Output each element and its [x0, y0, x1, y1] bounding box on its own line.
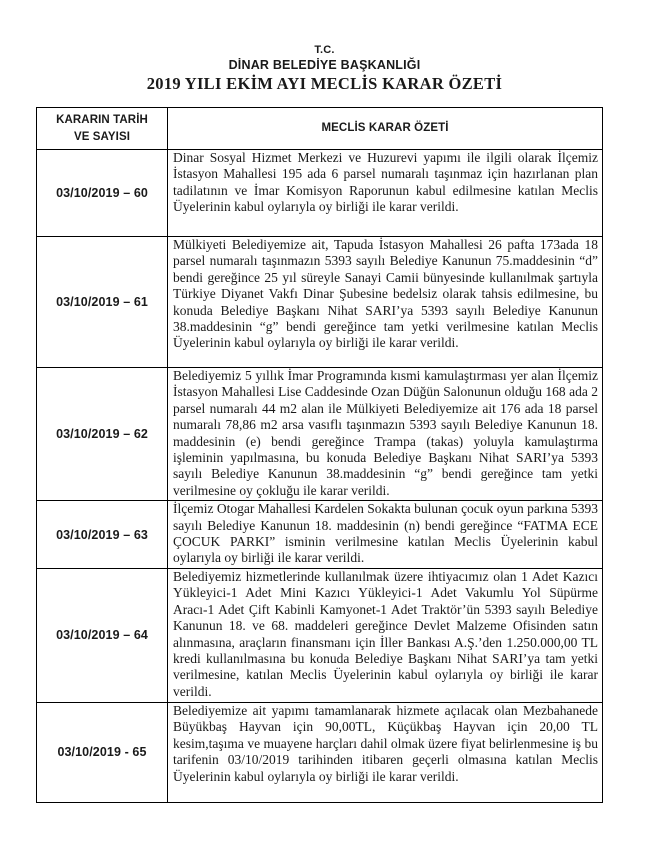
document-header	[0, 0, 649, 94]
column-header-date-line2: VE SAYISI	[73, 130, 131, 143]
column-header-summary: MECLİS KARAR ÖZETİ	[168, 108, 603, 150]
column-header-date-line1: KARARIN TARİH	[56, 113, 148, 126]
decision-date: 03/10/2019 – 62	[37, 368, 168, 501]
decision-date: 03/10/2019 - 65	[37, 702, 168, 802]
decision-summary: Dinar Sosyal Hizmet Merkezi ve Huzurevi yapımı ile ilgili olarak İlçemiz İstasyon Mahallesi 195 ada 6 parsel numaralı taşınmaz için hazırlanan plan tadilatının ve İmar Komisyon Raporunun kabul edilmesine katılan Meclis Üyelerinin kabul oylarıyla oy birliği ile karar verildi.	[168, 150, 603, 237]
table-row	[37, 568, 603, 702]
decision-date: 03/10/2019 – 64	[37, 568, 168, 702]
header-tc: T.C.	[314, 44, 335, 56]
decision-date: 03/10/2019 – 61	[37, 237, 168, 368]
decision-summary: Belediyemiz 5 yıllık İmar Programında kısmi kamulaştırması yer alan İlçemiz İstasyon Mahallesi Lise Caddesinde Ozan Düğün Salonunun olduğu 168 ada 2 parsel numaralı 44 m2 alan ile Mülkiyeti Belediyemize ait 176 ada 18 parsel numaralı 78,86 m2 arsa vasıflı taşınmazın 5393 sayılı Belediye Kanunun 18. maddesinin (e) bendi gereğince Trampa (takas) yoluyla kamulaştırma işleminin yapılmasına, bu konuda Belediye Başkanı Nihat SARI’ya 5393 sayılı Belediye Kanunun 38.maddesinin “g” bendi gereğince tam yetki verilmesine oy çokluğu ile karar verildi.	[168, 368, 603, 501]
decision-summary: İlçemiz Otogar Mahallesi Kardelen Sokakta bulunan çocuk oyun parkına 5393 sayılı Belediye Kanunun 18. maddesinin (n) bendi gereğince “FATMA ECE ÇOCUK PARKI” isminin verilmesine katılan Meclis Üyelerinin kabul oylarıyla oy birliği ile karar verildi.	[168, 501, 603, 569]
table-row	[37, 237, 603, 368]
decision-date: 03/10/2019 – 63	[37, 501, 168, 569]
column-header-date	[37, 108, 168, 150]
header-municipality: DİNAR BELEDİYE BAŞKANLIĞI	[228, 58, 421, 72]
table-row	[37, 150, 603, 237]
table-row	[37, 702, 603, 802]
decision-summary: Belediyemiz hizmetlerinde kullanılmak üzere ihtiyacımız olan 1 Adet Kazıcı Yükleyici-1 Adet Mini Kazıcı Yükleyici-1 Adet Vakumlu Yol Süpürme Aracı-1 Adet Çift Kabinli Kamyonet-1 Adet Traktör’ün 5393 sayılı Belediye Kanunun 18. ve 68. maddeleri gereğince Devlet Malzeme Ofisinden satın alınmasına, araçların finansmanı için İller Bankası A.Ş.’den 1.250.000,00 TL kredi kullanılmasına bu konuda Belediye Başkanı Nihat SARI’ya tam yetki verilmesine, katılan Meclis Üyelerinin kabul oylarıyla oy birliği ile karar verildi.	[168, 568, 603, 702]
decision-date: 03/10/2019 – 60	[37, 150, 168, 237]
decision-summary: Belediyemize ait yapımı tamamlanarak hizmete açılacak olan Mezbahanede Büyükbaş Hayvan için 90,00TL, Küçükbaş Hayvan için 20,00 TL kesim,taşıma ve muayene harçları dahil olmak üzere fiyat belirlenmesine iş bu tarifenin 03/10/2019 tarihinden itibaren geçerli olmasına katılan Meclis Üyelerinin kabul oylarıyla oy birliği ile karar verildi.	[168, 702, 603, 802]
table-header-row	[37, 108, 603, 150]
table-row	[37, 501, 603, 569]
decisions-table	[36, 107, 603, 803]
table-row	[37, 368, 603, 501]
page-title: 2019 YILI EKİM AYI MECLİS KARAR ÖZETİ	[146, 74, 503, 93]
decision-summary: Mülkiyeti Belediyemize ait, Tapuda İstasyon Mahallesi 26 pafta 173ada 18 parsel numaralı taşınmazın 5393 sayılı Belediye Kanunun 75.maddesinin “d” bendi gereğince 25 yıl süreyle Sanayi Camii bünyesinde kullanılmak şartıyla Türkiye Diyanet Vakfı Dinar Şubesine bedelsiz olarak tahsis edilmesine, bu konuda Belediye Başkanı Nihat SARI’ya 5393 sayılı Belediye Kanunun 38.maddesinin “g” bendi gereğince tam yetki verilmesine katılan Meclis Üyelerinin kabul oylarıyla oy birliği ile karar verildi.	[168, 237, 603, 368]
